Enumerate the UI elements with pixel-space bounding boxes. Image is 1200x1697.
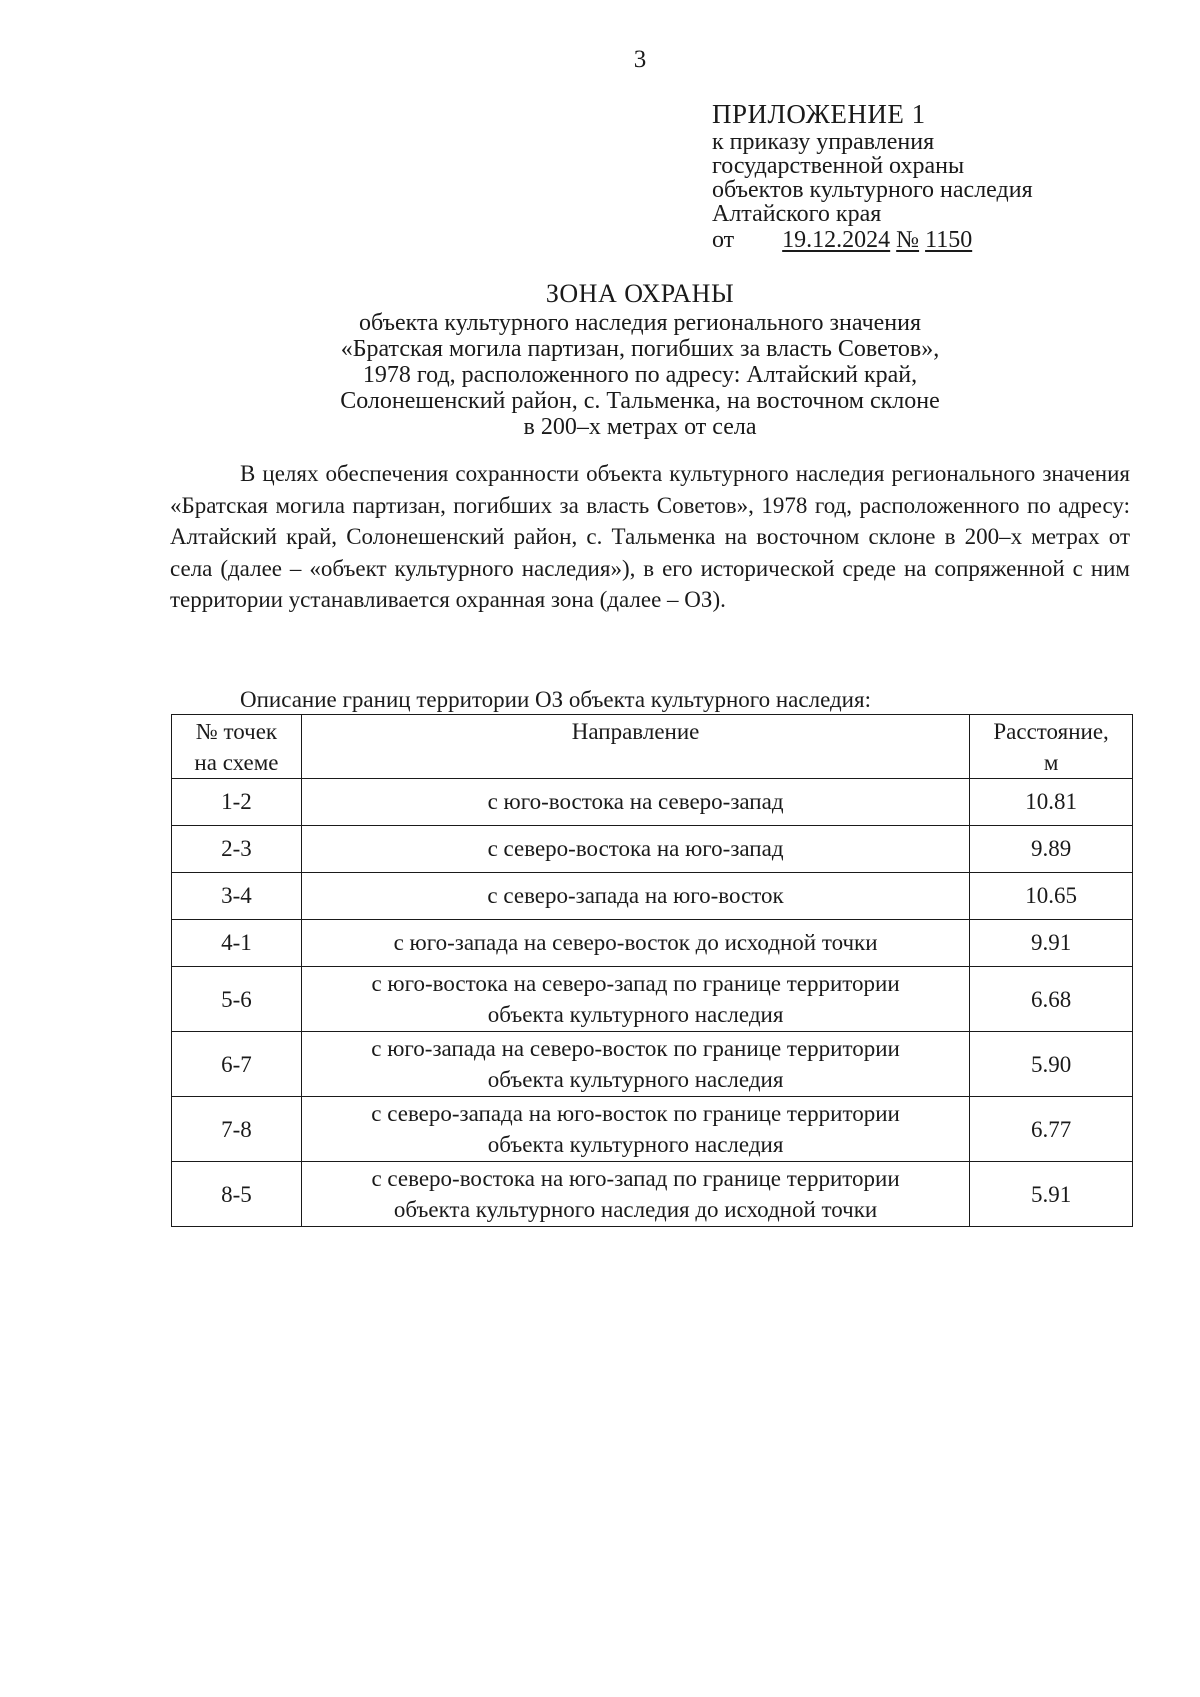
zone-subtitle-line: в 200–х метрах от села (523, 414, 757, 440)
header-points-line: на схеме (194, 750, 279, 775)
direction-line: объекта культурного наследия до исходной точки (393, 1197, 878, 1222)
cell-points: 1-2 (172, 779, 302, 826)
cell-points: 3-4 (172, 873, 302, 920)
table-row (172, 873, 1133, 920)
zone-subtitle-line: 1978 год, расположенного по адресу: Алтайский край, (362, 362, 918, 388)
cell-distance: 10.65 (970, 873, 1133, 920)
body-paragraph: В целях обеспечения сохранности объекта культурного наследия регионального значения «Братская могила партизан, погибших за власть Советов», 1978 год, расположенного по адресу: Алтайский край, Солонешенский район, с. Тальменка на восточном склоне в 200–х метрах от села (далее – «объект культурного наследия»), в его исторической среде на сопряженной с ним территории устанавливается охранная зона (далее – ОЗ). (170, 461, 1130, 612)
zone-subtitle-line: объекта культурного наследия регионального значения (358, 310, 922, 336)
table-row (172, 1162, 1133, 1227)
cell-distance: 5.90 (970, 1032, 1133, 1097)
page-number: 3 (633, 46, 647, 73)
header-points-line: № точек (195, 719, 278, 744)
cell-direction (301, 1097, 969, 1162)
cell-direction (301, 779, 969, 826)
body-paragraph-block (170, 458, 1130, 616)
cell-distance: 6.68 (970, 967, 1133, 1032)
attachment-title: ПРИЛОЖЕНИЕ 1 (712, 99, 926, 129)
table-caption: Описание границ территории ОЗ объекта культурного наследия: (240, 687, 871, 712)
cell-points: 7-8 (172, 1097, 302, 1162)
attachment-line: объектов культурного наследия (712, 177, 1033, 203)
header-direction: Направление (301, 715, 969, 779)
cell-distance: 10.81 (970, 779, 1133, 826)
direction-line: с северо-востока на юго-запад (487, 836, 784, 861)
attachment-reference (712, 226, 1152, 254)
direction-line: с северо-востока на юго-запад по границе территории (371, 1166, 900, 1191)
zone-subtitle-line: Солонешенский район, с. Тальменка, на восточном склоне (340, 388, 940, 414)
cell-direction (301, 873, 969, 920)
table-header-row (172, 715, 1133, 779)
header-distance (970, 715, 1133, 779)
cell-direction (301, 1032, 969, 1097)
attachment-line: Алтайского края (712, 201, 882, 227)
number-label: № (896, 227, 920, 253)
order-date: 19.12.2024 (782, 227, 891, 253)
attachment-line: государственной охраны (712, 153, 965, 179)
table-row (172, 967, 1133, 1032)
table-row (172, 826, 1133, 873)
from-label: от (712, 227, 735, 253)
direction-line: с юго-востока на северо-запад по границе территории (371, 971, 900, 996)
table-row (172, 1032, 1133, 1097)
cell-distance: 9.91 (970, 920, 1133, 967)
header-distance-line: Расстояние, (993, 719, 1109, 744)
cell-points: 5-6 (172, 967, 302, 1032)
attachment-line: к приказу управления (712, 129, 935, 155)
attachment-block (712, 98, 1152, 254)
direction-line: объекта культурного наследия (487, 1067, 784, 1092)
boundaries-table (171, 714, 1133, 1227)
direction-line: с юго-запада на северо-восток до исходной точки (393, 930, 878, 955)
order-number: 1150 (925, 227, 973, 253)
header-points (172, 715, 302, 779)
direction-line: с юго-запада на северо-восток по границе территории (371, 1036, 900, 1061)
direction-line: с юго-востока на северо-запад (487, 789, 784, 814)
cell-distance: 5.91 (970, 1162, 1133, 1227)
zone-heading (230, 278, 1050, 440)
table-row (172, 1097, 1133, 1162)
cell-points: 6-7 (172, 1032, 302, 1097)
direction-line: объекта культурного наследия (487, 1002, 784, 1027)
zone-title: ЗОНА ОХРАНЫ (545, 279, 735, 308)
cell-points: 4-1 (172, 920, 302, 967)
table-row (172, 779, 1133, 826)
cell-distance: 6.77 (970, 1097, 1133, 1162)
cell-distance: 9.89 (970, 826, 1133, 873)
cell-direction (301, 826, 969, 873)
cell-direction (301, 920, 969, 967)
zone-subtitle-line: «Братская могила партизан, погибших за власть Советов», (340, 336, 940, 362)
table-row (172, 920, 1133, 967)
cell-points: 2-3 (172, 826, 302, 873)
cell-direction (301, 967, 969, 1032)
direction-line: с северо-запада на юго-восток (487, 883, 784, 908)
cell-points: 8-5 (172, 1162, 302, 1227)
header-distance-line: м (1043, 750, 1059, 775)
cell-direction (301, 1162, 969, 1227)
direction-line: объекта культурного наследия (487, 1132, 784, 1157)
direction-line: с северо-запада на юго-восток по границе территории (371, 1101, 900, 1126)
